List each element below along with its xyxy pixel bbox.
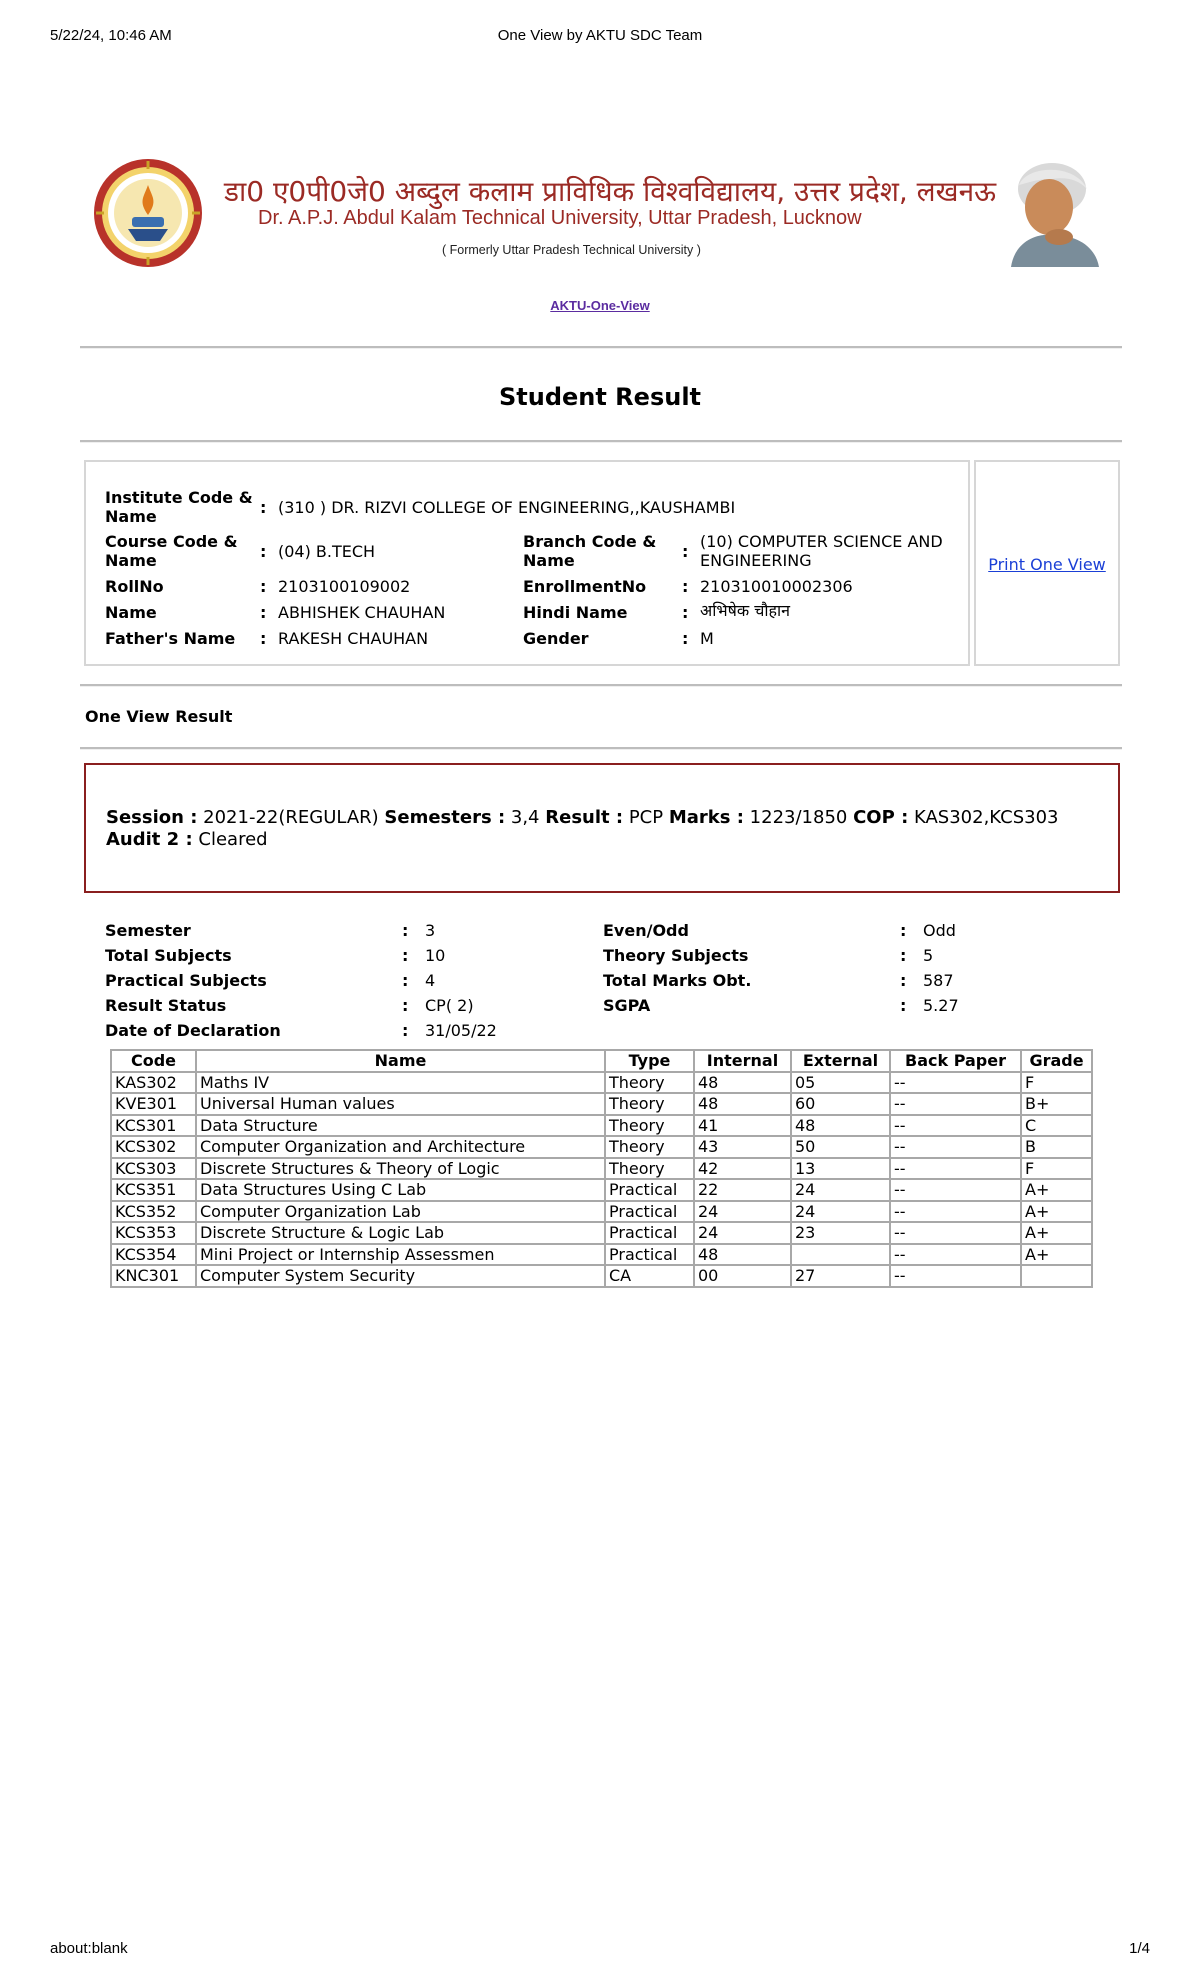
header-internal: Internal (694, 1050, 791, 1072)
colon: : (900, 946, 907, 965)
colon: : (402, 996, 409, 1015)
divider (80, 440, 1122, 443)
colon: : (260, 629, 267, 648)
cell-type: Theory (605, 1136, 694, 1158)
branch-label: Branch Code & Name (523, 532, 657, 570)
header-name: Name (196, 1050, 605, 1072)
semesters-value: 3,4 (510, 807, 540, 828)
colon: : (402, 946, 409, 965)
print-url: about:blank (50, 1940, 128, 1957)
enrollment-value: 210310010002306 (700, 577, 853, 596)
cell-type: Theory (605, 1158, 694, 1180)
total-subjects-label: Total Subjects (105, 946, 232, 965)
colon: : (900, 971, 907, 990)
hindi-name-value: अभिषेक चौहान (700, 601, 791, 620)
cell-grade: A+ (1021, 1244, 1092, 1266)
cell-external (791, 1244, 890, 1266)
cell-back-paper: -- (890, 1072, 1021, 1094)
colon: : (900, 921, 907, 940)
table-row (111, 1072, 1092, 1094)
cell-name: Universal Human values (196, 1093, 605, 1115)
cell-grade: B+ (1021, 1093, 1092, 1115)
gender-value: M (700, 629, 714, 648)
cell-grade: A+ (1021, 1201, 1092, 1223)
institute-label: Institute Code & Name (105, 488, 253, 526)
theory-subjects-value: 5 (923, 946, 934, 965)
even-odd-value: Odd (923, 921, 956, 940)
cell-type: Practical (605, 1201, 694, 1223)
divider (80, 747, 1122, 750)
table-row (111, 1222, 1092, 1244)
print-one-view-link[interactable]: Print One View (988, 555, 1106, 574)
marks-table (110, 1049, 1093, 1288)
cell-external: 13 (791, 1158, 890, 1180)
cell-back-paper: -- (890, 1201, 1021, 1223)
sgpa-label: SGPA (603, 996, 651, 1015)
result-status-label: Result Status (105, 996, 227, 1015)
cell-back-paper: -- (890, 1244, 1021, 1266)
cell-internal: 42 (694, 1158, 791, 1180)
session-value: 2021-22(REGULAR) (203, 807, 379, 828)
audit-value: Cleared (198, 829, 268, 850)
enrollment-label: EnrollmentNo (523, 577, 647, 596)
cell-type: Practical (605, 1244, 694, 1266)
session-line-2 (106, 829, 268, 850)
cell-internal: 48 (694, 1072, 791, 1094)
cell-name: Discrete Structure & Logic Lab (196, 1222, 605, 1244)
table-row (111, 1093, 1092, 1115)
result-status-value: CP( 2) (425, 996, 474, 1015)
result-label: Result : (545, 807, 624, 828)
divider (80, 346, 1122, 349)
cell-name: Discrete Structures & Theory of Logic (196, 1158, 605, 1180)
student-info-box (84, 460, 970, 666)
name-value: ABHISHEK CHAUHAN (278, 603, 446, 622)
course-value: (04) B.TECH (278, 542, 376, 561)
cell-internal: 41 (694, 1115, 791, 1137)
cop-value: KAS302,KCS303 (914, 807, 1059, 828)
header-back-paper: Back Paper (890, 1050, 1021, 1072)
total-subjects-value: 10 (425, 946, 446, 965)
cell-external: 24 (791, 1201, 890, 1223)
print-datetime: 5/22/24, 10:46 AM (50, 27, 172, 44)
cell-grade: F (1021, 1158, 1092, 1180)
cell-code: KCS351 (111, 1179, 196, 1201)
cell-internal: 22 (694, 1179, 791, 1201)
table-row (111, 1244, 1092, 1266)
aktu-one-view-link[interactable]: AKTU-One-View (550, 298, 650, 313)
cell-internal: 48 (694, 1244, 791, 1266)
father-name-label: Father's Name (105, 629, 236, 648)
institute-value: (310 ) DR. RIZVI COLLEGE OF ENGINEERING,,KAUSHAMBI (278, 498, 736, 517)
cell-type: Practical (605, 1222, 694, 1244)
cell-external: 05 (791, 1072, 890, 1094)
name-label: Name (105, 603, 157, 622)
cell-back-paper: -- (890, 1136, 1021, 1158)
even-odd-label: Even/Odd (603, 921, 689, 940)
theory-subjects-label: Theory Subjects (603, 946, 749, 965)
cell-name: Computer Organization Lab (196, 1201, 605, 1223)
total-marks-label: Total Marks Obt. (603, 971, 752, 990)
header-code: Code (111, 1050, 196, 1072)
cell-code: KCS352 (111, 1201, 196, 1223)
colon: : (682, 542, 689, 561)
cell-type: Theory (605, 1072, 694, 1094)
cell-external: 24 (791, 1179, 890, 1201)
cell-code: KCS301 (111, 1115, 196, 1137)
cell-code: KAS302 (111, 1072, 196, 1094)
print-box (974, 460, 1120, 666)
cell-grade: A+ (1021, 1179, 1092, 1201)
declaration-date-value: 31/05/22 (425, 1021, 497, 1040)
colon: : (260, 542, 267, 561)
cell-back-paper: -- (890, 1115, 1021, 1137)
cell-grade: A+ (1021, 1222, 1092, 1244)
session-line-1 (106, 807, 1058, 828)
session-summary-box (84, 763, 1120, 893)
university-seal-icon (92, 157, 204, 269)
colon: : (260, 498, 267, 517)
cell-type: CA (605, 1265, 694, 1287)
page-title: Student Result (498, 383, 702, 411)
cell-code: KCS302 (111, 1136, 196, 1158)
cell-type: Practical (605, 1179, 694, 1201)
header-external: External (791, 1050, 890, 1072)
semester-label: Semester (105, 921, 191, 940)
colon: : (402, 921, 409, 940)
table-row (111, 1136, 1092, 1158)
marks-label: Marks : (668, 807, 744, 828)
university-name-hindi: डा0 ए0पी0जे0 अब्दुल कलाम प्राविधिक विश्वविद्यालय, उत्तर प्रदेश, लखनऊ (224, 175, 997, 208)
semesters-label: Semesters : (384, 807, 506, 828)
gender-label: Gender (523, 629, 589, 648)
cell-external: 27 (791, 1265, 890, 1287)
sgpa-value: 5.27 (923, 996, 959, 1015)
cell-name: Data Structures Using C Lab (196, 1179, 605, 1201)
cell-name: Computer Organization and Architecture (196, 1136, 605, 1158)
colon: : (260, 603, 267, 622)
cell-grade: B (1021, 1136, 1092, 1158)
practical-subjects-value: 4 (425, 971, 436, 990)
cell-internal: 24 (694, 1201, 791, 1223)
cell-back-paper: -- (890, 1093, 1021, 1115)
declaration-date-label: Date of Declaration (105, 1021, 281, 1040)
cell-external: 50 (791, 1136, 890, 1158)
audit-label: Audit 2 : (106, 829, 193, 850)
cell-name: Computer System Security (196, 1265, 605, 1287)
cell-external: 23 (791, 1222, 890, 1244)
university-name-english: Dr. A.P.J. Abdul Kalam Technical University, Uttar Pradesh, Lucknow (258, 207, 862, 229)
rollno-value: 2103100109002 (278, 577, 411, 596)
cell-back-paper: -- (890, 1179, 1021, 1201)
result-value: PCP (628, 807, 664, 828)
cell-type: Theory (605, 1115, 694, 1137)
cell-type: Theory (605, 1093, 694, 1115)
cell-grade: C (1021, 1115, 1092, 1137)
cell-name: Maths IV (196, 1072, 605, 1094)
cell-grade: F (1021, 1072, 1092, 1094)
branch-value: (10) COMPUTER SCIENCE AND ENGINEERING (700, 532, 943, 570)
colon: : (402, 971, 409, 990)
marks-value: 1223/1850 (749, 807, 848, 828)
cell-back-paper: -- (890, 1265, 1021, 1287)
rollno-label: RollNo (105, 577, 164, 596)
cell-grade (1021, 1265, 1092, 1287)
table-row (111, 1265, 1092, 1287)
cell-code: KVE301 (111, 1093, 196, 1115)
cell-back-paper: -- (890, 1158, 1021, 1180)
header-type: Type (605, 1050, 694, 1072)
one-view-result-label: One View Result (85, 707, 233, 726)
practical-subjects-label: Practical Subjects (105, 971, 267, 990)
cell-code: KCS354 (111, 1244, 196, 1266)
cell-external: 60 (791, 1093, 890, 1115)
session-label: Session : (106, 807, 198, 828)
print-page-number: 1/4 (1129, 1940, 1150, 1957)
cell-internal: 00 (694, 1265, 791, 1287)
hindi-name-label: Hindi Name (523, 603, 628, 622)
cell-internal: 24 (694, 1222, 791, 1244)
cell-internal: 48 (694, 1093, 791, 1115)
colon: : (682, 603, 689, 622)
university-formerly: ( Formerly Uttar Pradesh Technical University ) (442, 243, 701, 257)
header-grade: Grade (1021, 1050, 1092, 1072)
total-marks-value: 587 (923, 971, 954, 990)
cop-label: COP : (853, 807, 909, 828)
divider (80, 684, 1122, 687)
cell-internal: 43 (694, 1136, 791, 1158)
cell-name: Mini Project or Internship Assessmen (196, 1244, 605, 1266)
cell-code: KCS353 (111, 1222, 196, 1244)
colon: : (260, 577, 267, 596)
university-banner (92, 152, 1104, 277)
colon: : (900, 996, 907, 1015)
cell-code: KCS303 (111, 1158, 196, 1180)
portrait-image (997, 155, 1104, 267)
table-row (111, 1201, 1092, 1223)
cell-external: 48 (791, 1115, 890, 1137)
colon: : (402, 1021, 409, 1040)
table-row (111, 1179, 1092, 1201)
colon: : (682, 577, 689, 596)
course-label: Course Code & Name (105, 532, 238, 570)
semester-value: 3 (425, 921, 436, 940)
print-footer (50, 1940, 1150, 1960)
print-page-title: One View by AKTU SDC Team (497, 27, 703, 44)
cell-name: Data Structure (196, 1115, 605, 1137)
cell-code: KNC301 (111, 1265, 196, 1287)
cell-back-paper: -- (890, 1222, 1021, 1244)
table-row (111, 1158, 1092, 1180)
marks-table-header (111, 1050, 1092, 1072)
print-header (50, 27, 1150, 47)
colon: : (682, 629, 689, 648)
table-row (111, 1115, 1092, 1137)
father-name-value: RAKESH CHAUHAN (278, 629, 429, 648)
